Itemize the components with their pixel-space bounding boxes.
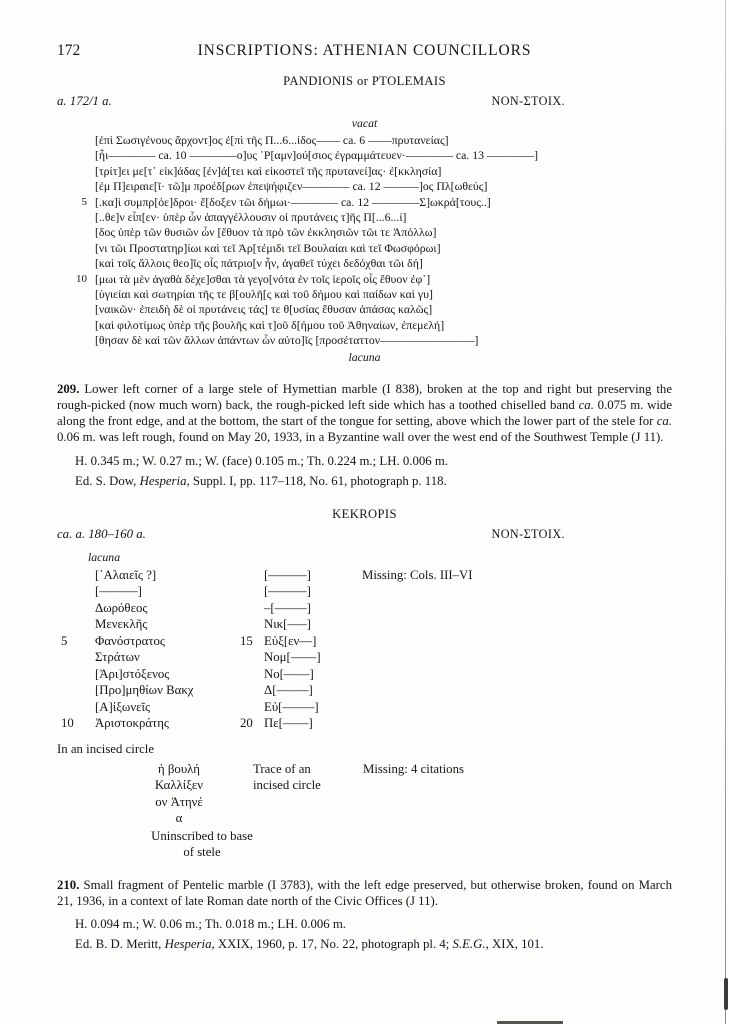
- councillor-row: [57, 633, 672, 650]
- kekropis-meta-row: [57, 527, 672, 544]
- councillor-row: [57, 567, 672, 584]
- circle-text-line: α: [175, 811, 183, 825]
- trace-note-line: Trace of an: [253, 761, 311, 776]
- entry-209-edition: [57, 474, 672, 489]
- text-segment: , Suppl. I, pp. 117–118, No. 61, photograph p. 118.: [186, 473, 447, 488]
- line-number: 5: [81, 195, 87, 208]
- line-number: [240, 600, 264, 617]
- councillor-name: Ἀριστοκράτης: [95, 716, 169, 730]
- inscription-text: [νι τῶι Προστατηρ]ίωι καὶ τεῖ Ἀρ[τέμιδι τεῖ Βουλαίαι καὶ τεῖ Φωσφόρωι]: [95, 240, 441, 255]
- scan-artifact: [724, 978, 728, 1010]
- councillor-name: Εὐξ[εν––]: [264, 633, 317, 648]
- councillor-name: Δωρόθεος: [95, 600, 148, 615]
- line-number: [57, 256, 95, 271]
- councillor-name: [Α]ἰξωνεῖς: [95, 699, 151, 714]
- councillor-name: Δ[–––––]: [264, 683, 313, 697]
- missing-cols-note: Missing: Cols. III–VI: [362, 567, 473, 582]
- line-number: 15: [240, 633, 253, 648]
- inscription-line: [57, 333, 672, 348]
- councillor-name: Νικ[–––]: [264, 617, 311, 631]
- inscription-line: [57, 318, 672, 333]
- inscription-line: [57, 287, 672, 302]
- councillor-name: [––––––]: [264, 584, 311, 598]
- circle-row: [57, 761, 672, 827]
- inscription-text: [καὶ τοῖς ἄλλοις θεο]ῖς οἷς πάτριο[ν ἦν, ἀγαθεῖ τύχει δεδόχθαι τῶι δή]: [95, 256, 423, 271]
- inscription-line: [57, 148, 672, 163]
- entry-209-measurements: H. 0.345 m.; W. 0.27 m.; W. (face) 0.105 m.; Th. 0.224 m.; LH. 0.006 m.: [75, 453, 448, 468]
- text-segment: Hesperia: [164, 936, 212, 951]
- line-number: [57, 649, 95, 666]
- uninscribed-note: [57, 828, 347, 861]
- councillor-name: [––––––]: [95, 584, 142, 598]
- circle-text-line: ον Ἀτηνέ: [155, 794, 203, 809]
- inscription-line: [57, 133, 672, 148]
- text-segment: ca.: [656, 414, 672, 429]
- inscription-text: [ἐμ Π]ειραιε[ῖ· τῶ]μ προέδ[ρων ἐπεψήφιζεν———— ca. 12 ———]ος Πλ[ωθεύς]: [95, 179, 488, 194]
- inscription-text: [ὑγιείαι καὶ σωτηρίαι τῆς τε β[ουλῆ[ς καὶ τοῦ δήμου καὶ παίδων καὶ γυ]: [95, 287, 433, 302]
- text-segment: Ed. S. Dow,: [75, 473, 140, 488]
- incised-circle-text: [120, 761, 238, 827]
- councillor-name: Στράτων: [95, 650, 140, 664]
- inscription-text: [καὶ φιλοτίμως ὑπὲρ τῆς βουλῆς καὶ τ]οῦ δ[ήμου τοῦ Ἀθηναίων, ἐπεμελή]: [95, 317, 445, 332]
- missing-cols-note: [362, 583, 672, 600]
- line-number: [240, 567, 264, 584]
- lacuna-label: lacuna: [88, 549, 121, 564]
- councillor-row: [57, 583, 672, 600]
- line-number: 20: [240, 716, 253, 730]
- text-segment: 210.: [57, 877, 80, 892]
- line-number: [57, 567, 95, 584]
- missing-cols-note: [362, 600, 672, 617]
- inscription-text: [μωι τὰ μὲν ἀγαθὰ δέχε]σθαι τὰ γεγο[νότα ἐν τοῖς ἱεροῖς οἷς ἔθυον ἐφ᾽]: [95, 271, 431, 286]
- line-number: [57, 333, 95, 348]
- inscription-line: [57, 195, 672, 210]
- text-segment: Lower left corner of a large stele of Hymettian marble (I 838), broken at the top and right but preserving the rough-picked (now much worn) back, the rough-picked left side which has a toothed chiselled band: [57, 381, 672, 412]
- line-number: [57, 600, 95, 617]
- entry-210-edition: [57, 937, 672, 952]
- missing-cols-note: [362, 715, 672, 732]
- inscription-block: [57, 133, 672, 349]
- missing-cols-note: [362, 616, 672, 633]
- entry-209-description: [57, 381, 672, 446]
- line-number: [57, 666, 95, 683]
- scan-edge-artifact: [725, 0, 726, 1024]
- trace-note: [253, 761, 363, 827]
- running-title: INSCRIPTIONS: ATHENIAN COUNCILLORS: [197, 42, 532, 59]
- line-number: [57, 133, 95, 148]
- line-number: [57, 210, 95, 225]
- section-pandionis: [57, 74, 672, 365]
- missing-cols-note: [362, 649, 672, 666]
- councillor-name: Εὐ[–––––]: [264, 699, 319, 714]
- inscription-text: [τρίτ]ει με[τ᾽ εἰκ]άδας [ἐν]ά[τει καὶ εἰκοστεῖ τῆς πρυτανεί]ας· ἐ[κκλησία]: [95, 163, 442, 178]
- inscription-line: [57, 179, 672, 194]
- councillor-name: [Ἀρι]στόξενος: [95, 666, 170, 681]
- councillor-name: Πε[––––]: [264, 716, 313, 730]
- councillor-row: [57, 715, 672, 732]
- line-number: [57, 164, 95, 179]
- date-label: ca. a. 180–160 a.: [57, 526, 146, 541]
- trace-note-line: incised circle: [253, 778, 321, 792]
- councillor-name: [––––––]: [264, 567, 311, 582]
- line-number: [57, 287, 95, 302]
- text-segment: S.E.G.: [452, 936, 486, 951]
- page-number: 172: [57, 42, 81, 59]
- line-number: [57, 225, 95, 240]
- missing-cols-note: [362, 666, 672, 683]
- text-segment: Ed. B. D. Meritt,: [75, 936, 165, 951]
- councillor-row: [57, 649, 672, 666]
- line-number: [240, 682, 264, 699]
- entry-210: [57, 877, 672, 952]
- line-number: 5: [61, 633, 68, 648]
- missing-cols-note: [362, 633, 672, 650]
- councillor-row: [57, 600, 672, 617]
- inscription-line: [57, 241, 672, 256]
- uninscribed-line: Uninscribed to base: [151, 828, 253, 843]
- text-segment: Hesperia: [139, 473, 187, 488]
- stoichedon-label: ΝΟΝ-ΣΤΟΙΧ.: [491, 526, 565, 541]
- text-segment: 209.: [57, 381, 80, 396]
- line-number: [57, 616, 95, 633]
- inscription-line: [57, 225, 672, 240]
- line-number: [240, 583, 264, 600]
- text-segment: , XXIX, 1960, p. 17, No. 22, photograph pl. 4;: [211, 936, 453, 951]
- councillor-name: –[–––––]: [264, 600, 311, 615]
- inscription-line: [57, 210, 672, 225]
- line-number: [57, 318, 95, 333]
- text-segment: 0.06 m. was left rough, found on May 20, 1933, in a Byzantine wall over the west end of the Southwest Temple (J 11).: [57, 430, 664, 445]
- line-number: [240, 616, 264, 633]
- lacuna-label: lacuna: [348, 349, 381, 364]
- section-kekropis: [57, 507, 672, 861]
- entry-210-measurements: H. 0.094 m.; W. 0.06 m.; Th. 0.018 m.; LH. 0.006 m.: [75, 916, 346, 931]
- circle-text-line: Καλλίξεν: [154, 778, 204, 792]
- date-label: a. 172/1 a.: [57, 94, 112, 108]
- councillor-row: [57, 616, 672, 633]
- inscription-line: [57, 272, 672, 287]
- inscription-text: [δος ὑπὲρ τῶν θυσιῶν ὧν [ἔθυον τὰ πρὸ τῶν ἐκκλησιῶν τῶι τε Ἀπόλλω]: [95, 225, 437, 240]
- line-number: [57, 241, 95, 256]
- councillor-name: Φανόστρατος: [95, 633, 165, 648]
- line-number: [57, 148, 95, 163]
- inscription-text: [θησαν δὲ καὶ τῶν ἄλλων ἁπάντων ὧν αὐτο]ῖς [προσέταττον————————]: [95, 333, 479, 348]
- missing-citations-note: Missing: 4 citations: [363, 761, 464, 776]
- councillor-name: [Προ]μηθίων Βακχ: [95, 683, 194, 697]
- line-number: 10: [76, 272, 87, 285]
- councillor-name: Νο[––––]: [264, 666, 314, 681]
- line-number: [57, 682, 95, 699]
- text-segment: ca.: [578, 397, 594, 412]
- tribe-heading-kekropis: KEKROPIS: [332, 506, 397, 521]
- entry-209: [57, 381, 672, 489]
- inscription-text: [ναικῶν· ἐπειδὴ δὲ οἱ πρυτάνεις τάς] τε θ[υσίας ἔθυσαν ἁπάσας καλῶς]: [95, 302, 433, 317]
- stoichedon-label: ΝΟΝ-ΣΤΟΙΧ.: [491, 94, 565, 108]
- kekropis-name-table: [57, 567, 672, 732]
- councillor-row: [57, 666, 672, 683]
- line-number: [240, 666, 264, 683]
- line-number: [240, 649, 264, 666]
- inscription-text: [.κα]ὶ συμπρ[όε]δροι· ἔ[δοξεν τῶι δήμωι·———— ca. 12 ————Σ]ωκρά[τους..]: [95, 194, 491, 209]
- inscription-line: [57, 164, 672, 179]
- inscription-text: [ἧι———— ca. 10 ————ο]υς ῾Ρ[αμν]ού[σιος ἐγραμμάτευεν·———— ca. 13 ————]: [95, 148, 539, 163]
- councillor-row: [57, 682, 672, 699]
- inscription-line: [57, 256, 672, 271]
- missing-cols-note: [362, 682, 672, 699]
- incised-circle-note: In an incised circle: [57, 741, 154, 756]
- tribe-heading-pandionis: PANDIONIS or PTOLEMAIS: [283, 74, 446, 88]
- councillor-row: [57, 699, 672, 716]
- inscription-text: [..θε]ν εἶπ[εν· ὑπὲρ ὧν ἀπαγγέλλουσιν οἱ πρυτάνεις τ]ῆς Π[...6...ί]: [95, 210, 407, 225]
- uninscribed-line: of stele: [183, 845, 221, 859]
- circle-text-line: ἡ βουλή: [158, 761, 200, 776]
- text-segment: , XIX, 101.: [485, 936, 544, 951]
- line-number: [57, 302, 95, 317]
- text-segment: Small fragment of Pentelic marble (I 3783), with the left edge preserved, but otherwise broken, found on March 21, 1936, in a context of late Roman date north of the Civic Offices (J 11).: [57, 877, 672, 908]
- inscription-line: [57, 302, 672, 317]
- line-number: [240, 699, 264, 716]
- pandionis-meta-row: [57, 94, 672, 111]
- line-number: 10: [61, 716, 74, 730]
- missing-cols-note: [362, 699, 672, 716]
- text-segment: 0.075 m. wide along the front edge, and at the bottom, the start of the tongue for setting, above which the lower part of the stele for: [57, 397, 672, 429]
- entry-210-description: [57, 877, 672, 909]
- line-number: [57, 699, 95, 716]
- councillor-name: Νομ[––––]: [264, 650, 321, 664]
- line-number: [57, 179, 95, 194]
- councillor-name: [῾Αλαιεῖς ?]: [95, 567, 157, 582]
- vacat-label: vacat: [351, 116, 378, 130]
- inscription-text: [ἐπὶ Σωσιγένους ἄρχοντ]ος ἐ[πὶ τῆς Π...6...ίδος—— ca. 6 ——πρυτανείας]: [95, 133, 449, 147]
- line-number: [57, 583, 95, 600]
- running-head: [57, 42, 672, 60]
- councillor-name: Μενεκλῆς: [95, 617, 148, 631]
